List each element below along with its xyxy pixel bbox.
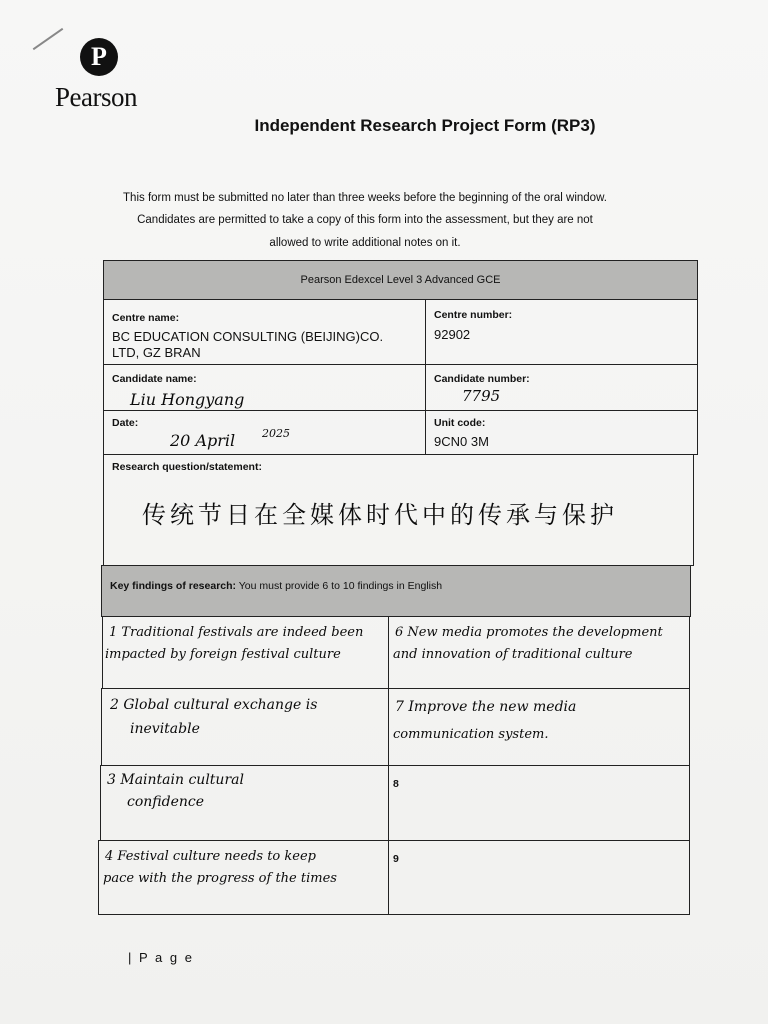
page-title: Independent Research Project Form (RP3): [254, 116, 596, 135]
finding-7-line-1: 7 Improve the new media: [395, 699, 577, 715]
finding-6-line-1: 6 New media promotes the development: [395, 625, 663, 640]
centre-number-value: 92902: [434, 327, 471, 342]
date-label: Date:: [112, 417, 139, 429]
date-year-handwritten: 2025: [262, 427, 290, 440]
candidate-number-label: Candidate number:: [434, 373, 530, 385]
finding-4-line-1: 4 Festival culture needs to keep: [105, 849, 316, 864]
finding-3-line-2: confidence: [127, 794, 205, 810]
findings-header: [101, 565, 691, 617]
finding-4-cell[interactable]: [98, 840, 389, 915]
pearson-logo-icon: P: [80, 38, 118, 76]
unit-code-cell[interactable]: [425, 410, 698, 455]
centre-name-label: Centre name:: [112, 312, 180, 324]
candidate-number-cell[interactable]: [425, 364, 698, 411]
candidate-name-cell[interactable]: [103, 364, 426, 411]
finding-6-cell[interactable]: [388, 616, 690, 689]
centre-name-line-2: LTD, GZ BRAN: [112, 345, 201, 360]
finding-3-line-1: 3 Maintain cultural: [107, 772, 244, 788]
finding-8-number: 8: [393, 778, 399, 790]
finding-8-cell[interactable]: [388, 765, 690, 841]
finding-2-cell[interactable]: [101, 688, 389, 766]
intro-line-3: allowed to write additional notes on it.: [269, 237, 461, 249]
unit-code-value: 9CN0 3M: [434, 434, 489, 449]
findings-header-bold: Key findings of research:: [110, 580, 237, 592]
form-banner: [103, 260, 698, 300]
research-question-label: Research question/statement:: [112, 461, 262, 473]
finding-1-line-1: 1 Traditional festivals are indeed been: [109, 625, 364, 640]
finding-2-line-1: 2 Global cultural exchange is: [110, 697, 318, 713]
intro-line-2: Candidates are permitted to take a copy of this form into the assessment, but they are not: [137, 214, 593, 226]
finding-1-cell[interactable]: [102, 616, 389, 689]
findings-header-text: [110, 580, 442, 592]
centre-name-cell[interactable]: [103, 299, 426, 365]
finding-6-line-2: and innovation of traditional culture: [393, 647, 633, 662]
research-question-cell[interactable]: [103, 454, 694, 566]
research-question-handwritten: 传统节日在全媒体时代中的传承与保护: [142, 501, 618, 529]
intro-line-1: This form must be submitted no later than three weeks before the beginning of the oral window.: [123, 192, 607, 204]
centre-number-cell[interactable]: [425, 299, 698, 365]
page-footer: | P a g e: [128, 950, 194, 965]
candidate-name-label: Candidate name:: [112, 373, 197, 385]
pearson-logo: [55, 38, 145, 113]
candidate-name-handwritten: Liu Hongyang: [130, 390, 245, 409]
centre-number-label: Centre number:: [434, 309, 513, 321]
form-banner-text: Pearson Edexcel Level 3 Advanced GCE: [300, 274, 501, 286]
centre-name-line-1: BC EDUCATION CONSULTING (BEIJING)CO.: [112, 329, 384, 344]
date-cell[interactable]: [103, 410, 426, 455]
finding-1-line-2: impacted by foreign festival culture: [105, 647, 341, 662]
finding-3-cell[interactable]: [100, 765, 389, 841]
finding-7-line-2: communication system.: [393, 727, 549, 742]
date-handwritten: 20 April: [170, 431, 236, 450]
finding-4-line-2: pace with the progress of the times: [103, 871, 337, 886]
finding-9-cell[interactable]: [388, 840, 690, 915]
finding-9-number: 9: [393, 853, 399, 865]
findings-header-rest: You must provide 6 to 10 findings in English: [236, 580, 443, 592]
unit-code-label: Unit code:: [434, 417, 486, 429]
finding-2-line-2: inevitable: [130, 721, 200, 737]
pearson-logo-text: Pearson: [55, 82, 137, 112]
finding-7-cell[interactable]: [388, 688, 690, 766]
candidate-number-handwritten: 7795: [462, 387, 501, 405]
